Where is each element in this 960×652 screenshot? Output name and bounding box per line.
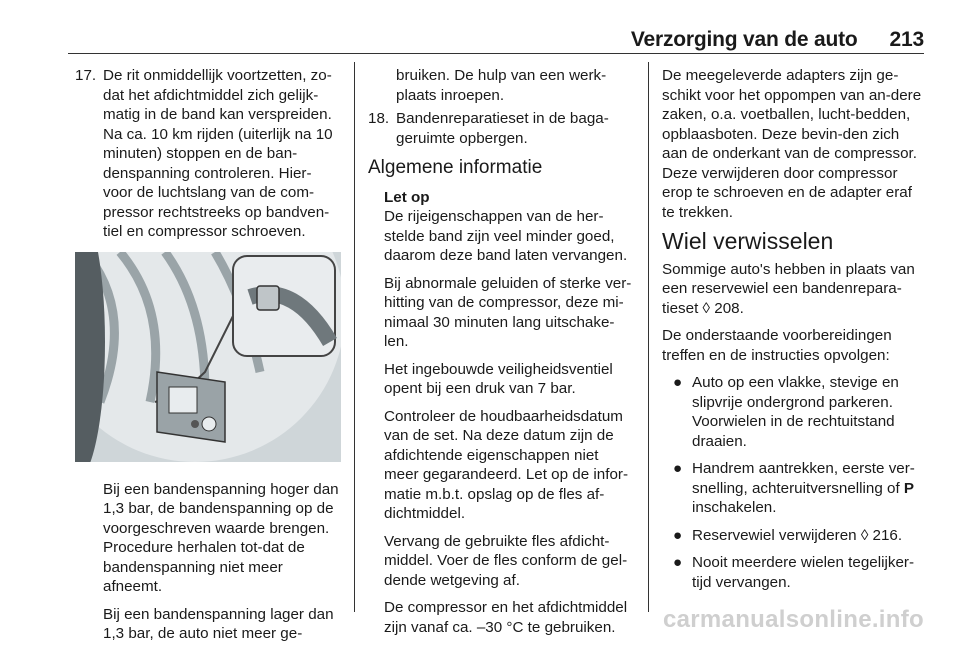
header-title: Verzorging van de auto xyxy=(630,28,858,51)
page-number: 213 xyxy=(889,28,924,51)
list-item-text: inschakelen. xyxy=(692,499,777,516)
bullet-icon: ● xyxy=(673,374,683,391)
bullet-icon: ● xyxy=(673,554,683,571)
paragraph: De meegeleverde adapters zijn ge-schikt voor het oppompen van an-dere zaken, o.a. voetballen, lucht-bedden, opblaasboten. Deze bevin-den zich aan de onderkant van de compressor. Deze verwijderen door compressor erop te schroeven en de adapter eraf te trekken. xyxy=(662,67,922,221)
column-2 xyxy=(368,66,634,645)
step-17 xyxy=(75,66,341,242)
column-divider-2 xyxy=(648,62,649,612)
column-1 xyxy=(75,66,341,652)
paragraph: Het ingebouwde veiligheidsventiel opent bij een druk van 7 bar. xyxy=(384,360,613,397)
pressure-high-paragraph: Bij een bandenspanning hoger dan 1,3 bar, de bandenspanning op de voorgeschreven waarde brengen. Procedure herhalen tot-dat de bandenspanning niet meer afneemt. xyxy=(103,480,339,595)
section-heading: Wiel verwisselen xyxy=(662,228,834,254)
column-3 xyxy=(662,66,926,600)
paragraph: Controleer de houdbaarheidsdatum van de set. Na deze datum zijn de afdichtende eigenschappen niet meer gegarandeerd. Let op de infor-matie m.b.t. opslag op de fles af-dichtmiddel. xyxy=(384,407,629,522)
list-item-text: Auto op een vlakke, stevige en slipvrije ondergrond parkeren. Voorwielen in de rechtuitstand draaien. xyxy=(692,374,899,450)
list-item xyxy=(662,373,926,451)
notice-text: De rijeigenschappen van de her-stelde band zijn veel minder goed, daarom deze band laten vervangen. xyxy=(384,208,628,264)
step-number: 18. xyxy=(368,110,390,127)
pressure-low-paragraph: Bij een bandenspanning lager dan 1,3 bar, de auto niet meer ge- xyxy=(103,605,334,642)
bullet-icon: ● xyxy=(673,460,683,477)
step-text: De rit onmiddellijk voortzetten, zo-dat het afdichtmiddel zich gelijk-matig in de band kan verspreiden. Na ca. 10 km rijden (uiterlijk na 10 minuten) stoppen en de ban-denspanning controleren. Hier-voor de luchtslang van de com-pressor rechtstreeks op bandven-tiel en compressor schroeven. xyxy=(103,67,333,240)
list-item-text: Handrem aantrekken, eerste ver-snelling, achteruitversnelling of xyxy=(692,460,915,497)
step-number: 17. xyxy=(75,67,97,84)
paragraph: Sommige auto's hebben in plaats van een reservewiel een bandenrepara-tieset ◊ 208. xyxy=(662,260,915,317)
step-18 xyxy=(368,109,634,148)
list-item-text: Nooit meerdere wielen tegelijker-tijd vervangen. xyxy=(692,554,915,591)
column-divider-1 xyxy=(354,62,355,612)
step-text: Bandenreparatieset in de baga-geruimte opbergen. xyxy=(396,110,609,147)
paragraph: De compressor en het afdichtmiddel zijn vanaf ca. –30 °C te gebruiken. xyxy=(384,599,628,636)
notice-heading: Let op xyxy=(384,188,430,206)
paragraph: Bij abnormale geluiden of sterke ver-hitting van de compressor, deze mi-nimaal 30 minuten lang uitschake-len. xyxy=(384,274,632,350)
section-heading: Algemene informatie xyxy=(368,157,543,178)
watermark: carmanualsonline.info xyxy=(662,606,924,633)
list-item xyxy=(662,526,926,546)
header-rule xyxy=(68,53,924,54)
continued-text: bruiken. De hulp van een werk-plaats inroepen. xyxy=(396,67,607,104)
list-item-text: Reservewiel verwijderen ◊ 216. xyxy=(692,526,903,544)
page-header xyxy=(631,28,924,52)
paragraph: De onderstaande voorbereidingen treffen en de instructies opvolgen: xyxy=(662,327,892,364)
paragraph: Vervang de gebruikte fles afdicht-middel. Voer de fles conform de gel-dende wetgeving af. xyxy=(384,532,628,589)
gear-p-label: P xyxy=(903,479,915,497)
list-item xyxy=(662,459,926,518)
bullet-icon: ● xyxy=(673,526,683,544)
tyre-compressor-image xyxy=(75,252,341,462)
list-item xyxy=(662,553,926,592)
compressor-illustration xyxy=(75,252,341,462)
